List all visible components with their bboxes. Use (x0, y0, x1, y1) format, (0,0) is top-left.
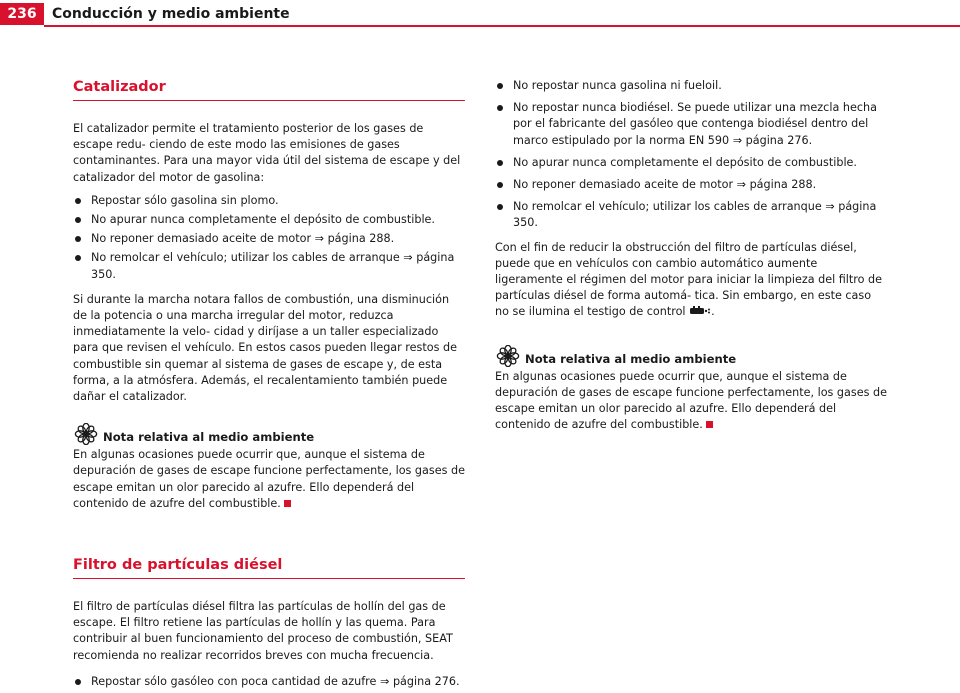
note-title: Nota relativa al medio ambiente (525, 351, 737, 366)
ref-arrow-icon: ⇒ (736, 178, 746, 192)
ref-arrow-icon: ⇒ (380, 674, 390, 688)
page-reference[interactable]: página 276. (392, 674, 460, 688)
section-end-marker (284, 500, 291, 507)
page-reference[interactable]: página 276. (745, 133, 813, 147)
note-title: Nota relativa al medio ambiente (103, 430, 315, 445)
left-column (73, 78, 465, 693)
list-item: Repostar sólo gasóleo con poca cantidad de azufre ⇒ página 276. (73, 674, 465, 690)
page-reference[interactable]: página 288. (327, 232, 395, 246)
filtro-intro: El filtro de partículas diésel filtra las partículas de hollín del gas de escape. El filtro retiene las partículas de hollín y las quema. Para contribuir al buen funcionamiento del proceso de combustión, SEAT recomienda no realizar recorridos breves con mucha frecuencia. (73, 600, 453, 662)
catalizador-body: Si durante la marcha notara fallos de combustión, una disminución de la potencia o una marcha irregular del motor, reduzca inmediatamente la velo- cidad y diríjase a un taller especializado para que revisen el vehículo. En estos casos pueden llegar restos de combustible sin quemar al sistema de gases de escape y, de esta forma, a la atmósfera. Además, el recalentamiento también puede dañar el catalizador. (73, 292, 457, 404)
filtro-body: Con el fin de reducir la obstrucción del filtro de partículas diésel, puede que en vehículos con cambio automático aumente ligeramente el régimen del motor para iniciar la limpieza del filtro de partículas diésel de forma automá- tica. Sin embargo, en este caso no se ilumina el testigo de control . (495, 240, 883, 319)
section-heading-filtro: Filtro de partículas diésel (73, 556, 465, 579)
section-end-marker (706, 421, 713, 428)
list-item: No remolcar el vehículo; utilizar los cables de arranque ⇒ página 350. (495, 199, 887, 231)
flower-environment-icon (495, 345, 521, 367)
filtro-bullet-list-left (73, 674, 465, 690)
right-column (495, 78, 887, 433)
page-reference[interactable]: página 288. (749, 178, 817, 192)
page-reference[interactable]: página 350. (513, 200, 877, 230)
list-item: No apurar nunca completamente el depósito de combustible. (73, 212, 465, 228)
list-item: Repostar sólo gasolina sin plomo. (73, 193, 465, 209)
particle-filter-warning-icon (689, 305, 711, 317)
header-rule (44, 25, 960, 27)
environment-note-text: En algunas ocasiones puede ocurrir que, aunque el sistema de depuración de gases de escape funcione perfectamente, los gases de escape emitan un olor parecido al azufre. Ello dependerá del contenido de azufre del combustible. (495, 369, 887, 432)
list-item: No reponer demasiado aceite de motor ⇒ página 288. (73, 231, 465, 247)
environment-note-header (495, 345, 887, 367)
page-header (0, 0, 960, 30)
list-item: No apurar nunca completamente el depósito de combustible. (495, 155, 887, 171)
list-item: No remolcar el vehículo; utilizar los cables de arranque ⇒ página 350. (73, 250, 465, 282)
section-heading-catalizador: Catalizador (73, 78, 465, 101)
running-title: Conducción y medio ambiente (52, 6, 290, 22)
page-reference[interactable]: página 350. (91, 251, 455, 281)
ref-arrow-icon: ⇒ (825, 200, 835, 214)
list-item: No repostar nunca biodiésel. Se puede utilizar una mezcla hecha por el fabricante del gasóleo que contenga biodiésel dentro del marco estipulado por la norma EN 590 ⇒ página 276. (495, 100, 887, 149)
list-item: No repostar nunca gasolina ni fueloil. (495, 78, 887, 94)
environment-note-text: En algunas ocasiones puede ocurrir que, aunque el sistema de depuración de gases de escape funcione perfectamente, los gases de escape emitan un olor parecido al azufre. Ello dependerá del contenido de azufre del combustible. (73, 448, 465, 510)
ref-arrow-icon: ⇒ (314, 232, 324, 246)
page-number: 236 (0, 3, 44, 25)
filtro-bullet-list-right (495, 78, 887, 232)
catalizador-bullet-list (73, 193, 465, 283)
flower-environment-icon (73, 423, 99, 445)
ref-arrow-icon: ⇒ (732, 133, 743, 147)
environment-note-header (73, 423, 465, 445)
catalizador-intro: El catalizador permite el tratamiento posterior de los gases de escape redu- ciendo de este modo las emisiones de gases contaminantes. Para una mayor vida útil del sistema de escape y del catalizador del motor de gasolina: (73, 122, 461, 184)
ref-arrow-icon: ⇒ (403, 251, 413, 265)
list-item: No reponer demasiado aceite de motor ⇒ página 288. (495, 177, 887, 193)
